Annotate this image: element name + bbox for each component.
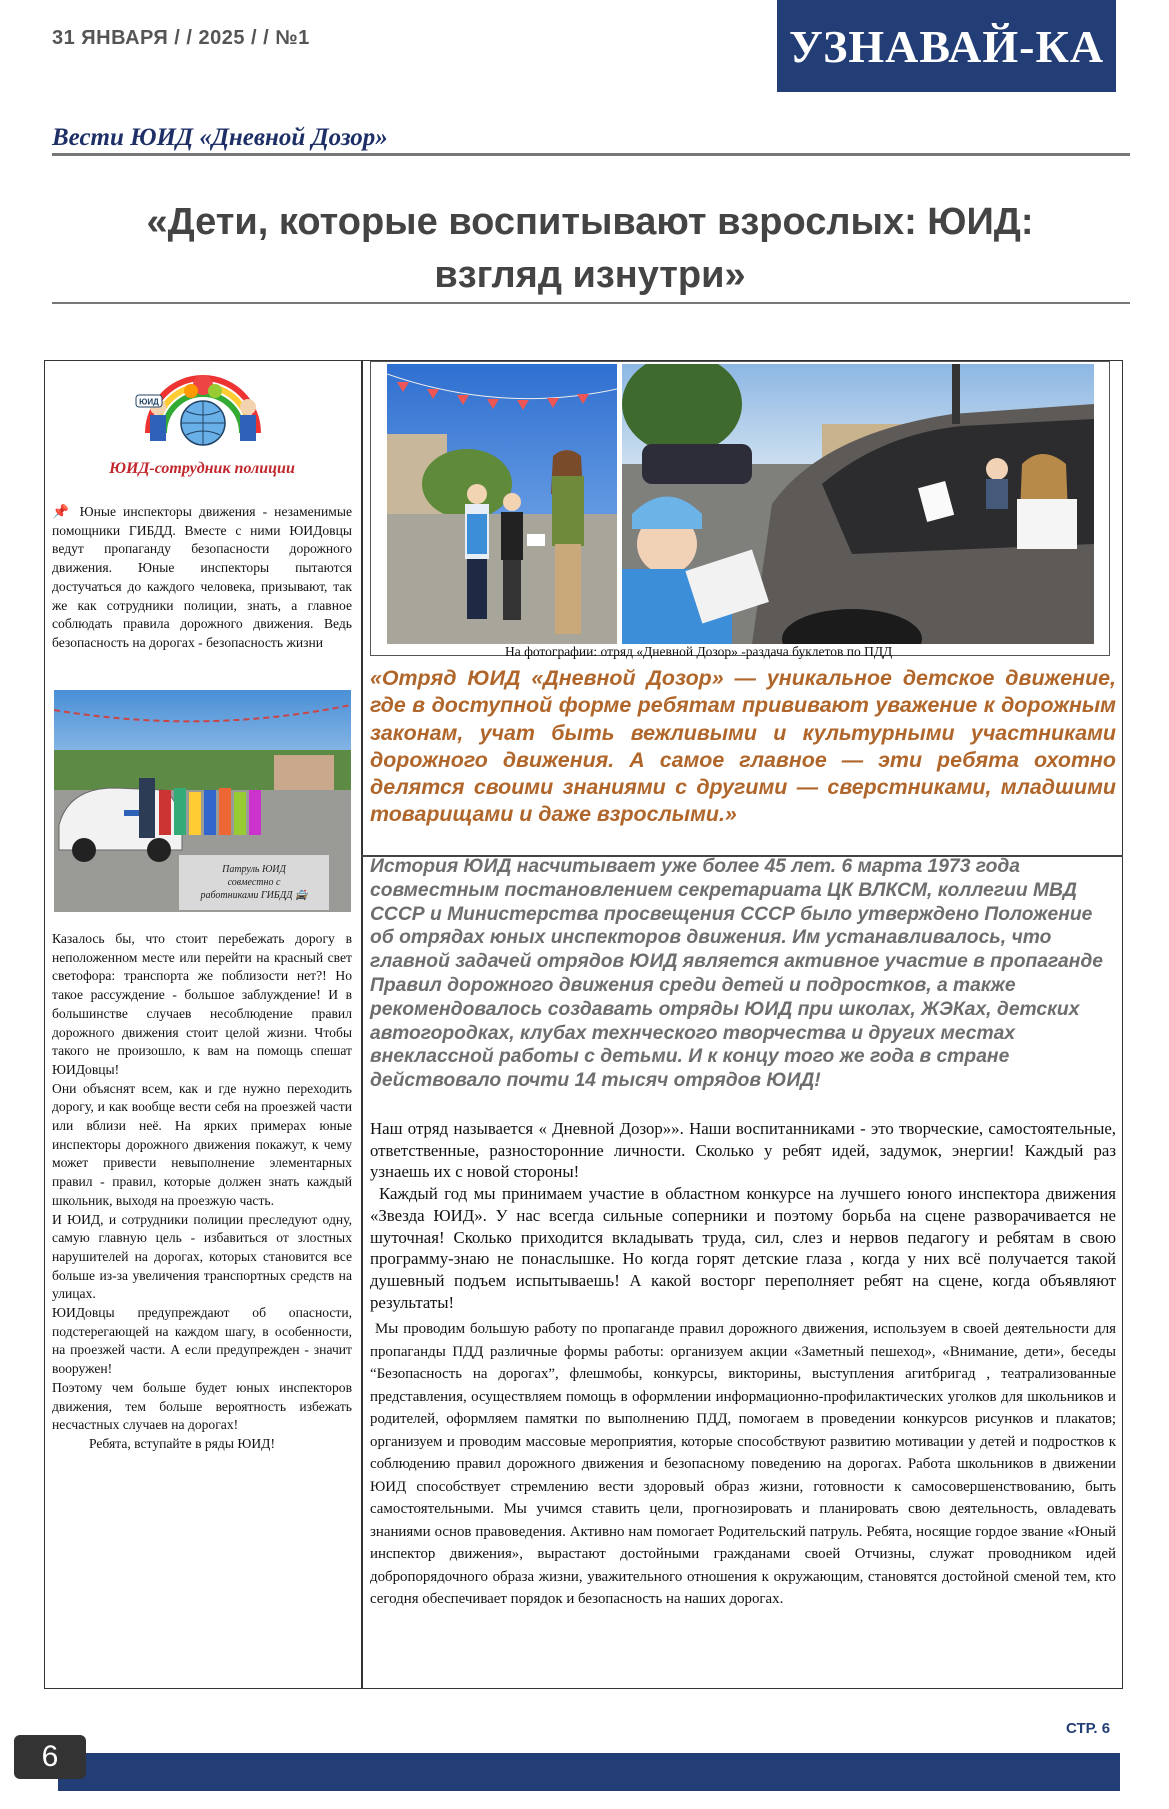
left-paragraph: ЮИДовцы предупреждают об опасности, подстерегающей на каждом шагу, в особенности, на проезжей части. А если предупрежден - значит вооружен! [52, 1305, 352, 1377]
yuid-logo [128, 355, 278, 455]
article-body [370, 1118, 1116, 1313]
article-body-final [370, 1318, 1116, 1611]
footer-bar [58, 1753, 1120, 1791]
left-paragraph: Казалось бы, что стоит перебежать дорогу в неположенном месте или перейти на красный свет светофора: транспорта же поблизости нет?! Но такое рассуждение - большое заблуждение! И в большинстве случаев несоблюдение правил дорожного движения стоит целой жизни. Чтобы такого не произошло, к вам на помощь спешат ЮИДовцы! [52, 931, 352, 1077]
logo-caption: ЮИД-сотрудник полиции [109, 460, 295, 477]
final-paragraph: Мы проводим большую работу по пропаганде правил дорожного движения, используем в своей деятельности для пропаганды ПДД различные формы работы: организуем акции «Заметный пешеход», «Внимание, дети», беседы “Безопасность на дорогах”, флешмобы, конкурсы, викторины, выступления агитбригад , театрализованные представления, осуществляем помощь в оформлении информационно-профилактических уголков для школьников и родителей, оформляем памятки по выполнению ПДД, помогаем в проведении конкурсов рисунков и плакатов; организуем и проводим массовые мероприятия, которые способствуют развитию мотивации у детей и подростков к соблюдению правил дорожного движения и безопасному поведению на дорогах. Работа школьников в движении ЮИД способствует стремлению вести здоровый образ жизни, готовности к самосовершенствованию, быть самостоятельными. Мы учимся ставить цели, прогнозировать и планировать свою деятельность, овладевать знаниями основ правоведения. Активно нам помогает Родительский патруль. Ребята, носящие гордое звание «Юный инспектор движения», вырастают достойными гражданами своей Отчизны, служат проводником идей добропорядочного образа жизни, уважительного отношения к окружающим, становятся достойной сменой тем, кто сегодня обеспечивает порядок и безопасность на наших дорогах. [370, 1321, 1116, 1607]
body-paragraph: Каждый год мы принимаем участие в областном конкурсе на лучшего юного инспектора движения «Звезда ЮИД». У нас всегда сильные соперники и поэтому борьба на сцене разворачивается не шуточная! Сколько приходится вкладывать труда, сил, слез и нервов педагогу и ребятам в свою программу-знаю не понаслышке. Но когда горят детские глаза , когда у них всё получается такой душевный подъем испытываешь! А какой восторг переполняет ребят на сцене, когда объявляют результаты! [370, 1184, 1116, 1312]
patrol-photo [54, 690, 351, 912]
patrol-photo-caption-line3: работниками ГИБДД 🚔 [200, 890, 308, 901]
logo-badge-text: ЮИД [139, 397, 159, 407]
body-paragraph: Наш отряд называется « Дневной Дозор»». Наши воспитанниками - это творческие, самостоятельные, ответственные, разносторонние личности. Сколько у ребят идей, задумок, энергии! Каждый раз узнаешь их с новой стороны! [370, 1119, 1116, 1182]
left-intro [52, 503, 352, 653]
yuid-history: История ЮИД насчитывает уже более 45 лет. 6 марта 1973 года совместным постановлением секретариата ЦК ВЛКСМ, коллегии МВД СССР и Министерства просвещения СССР было утверждено Положение об отрядах юных инспекторов движения. Им устанавливалось, что главной задачей отрядов ЮИД является активное участие в пропаганде Правил дорожного движения среди детей и подростков, а также рекомендовалось создавать отряды ЮИД при школах, ЖЭКах, детских автогородках, клубах технческого творчества и других местах внеклассной работы с детьми. И к концу того же года в стране действовало почти 14 тысяч отрядов ЮИД! [370, 856, 1104, 1092]
page-number-badge[interactable]: 6 [14, 1735, 86, 1779]
section-rule [52, 153, 1130, 156]
section-title: Вести ЮИД «Дневной Дозор» [52, 124, 388, 151]
left-paragraph: Они объяснят всем, как и где нужно переходить дорогу, и как вообще вести себя на проезжей части или вблизи неё. На ярких примерах юные инспекторы дорожного движения покажут, к чему может привести невыполнение элементарных правил - правил, которые должен знать каждый школьник, выходя на проезжую часть. [52, 1080, 352, 1208]
left-paragraph: Поэтому чем больше будет юных инспекторов движения, тем больше вероятность избежать несчастных случаев на дорогах! [52, 1379, 352, 1433]
left-paragraph: И ЮИД, и сотрудники полиции преследуют одну, самую главную цель - избавиться от злостных нарушителей на дорогах, которых становится все больше из-за увеличения транспортных средств на улицах. [52, 1211, 352, 1302]
article-headline: «Дети, которые воспитывают взрослых: ЮИД: взгляд изнутри» [146, 201, 1034, 296]
newspaper-masthead: УЗНАВАЙ-КА [777, 0, 1116, 92]
column-divider [361, 360, 363, 1689]
page-label: СТР. 6 [1066, 1720, 1111, 1737]
photo-caption: На фотографии: отряд «Дневной Дозор» -раздача буклетов по ПДД [505, 644, 893, 659]
patrol-photo-caption-line1: Патруль ЮИД [222, 864, 286, 875]
left-body [52, 930, 352, 1454]
booklet-photo-left [387, 364, 617, 644]
booklet-photo-right [622, 364, 1094, 644]
article-quote: «Отряд ЮИД «Дневной Дозор» — уникальное детское движение, где в доступной форме ребятам прививают уважение к дорожным законам, учат быть вежливыми и культурными участниками дорожного движения. А самое главное — эти ребята охотно делятся своими знаниями с другими — сверстниками, младшими товарищами и даже взрослыми.» [370, 666, 1116, 827]
issue-date-line: 31 ЯНВАРЯ / / 2025 / / №1 [52, 27, 310, 49]
left-intro-text: 📌 Юные инспекторы движения - незаменимые помощники ГИБДД. Вместе с ними ЮИДовцы ведут пропаганду безопасности дорожного движения. Юные инспекторы пытаются достучаться до каждого человека, призывают, так же как сотрудники полиции, знать, а главное соблюдать правила дорожного движения. Ведь безопасность на дорогах - безопасность жизни [52, 504, 352, 650]
left-closing: Ребята, вступайте в ряды ЮИД! [89, 1435, 275, 1451]
patrol-photo-caption-line2: совместно с [227, 877, 281, 888]
headline-rule [52, 302, 1130, 304]
